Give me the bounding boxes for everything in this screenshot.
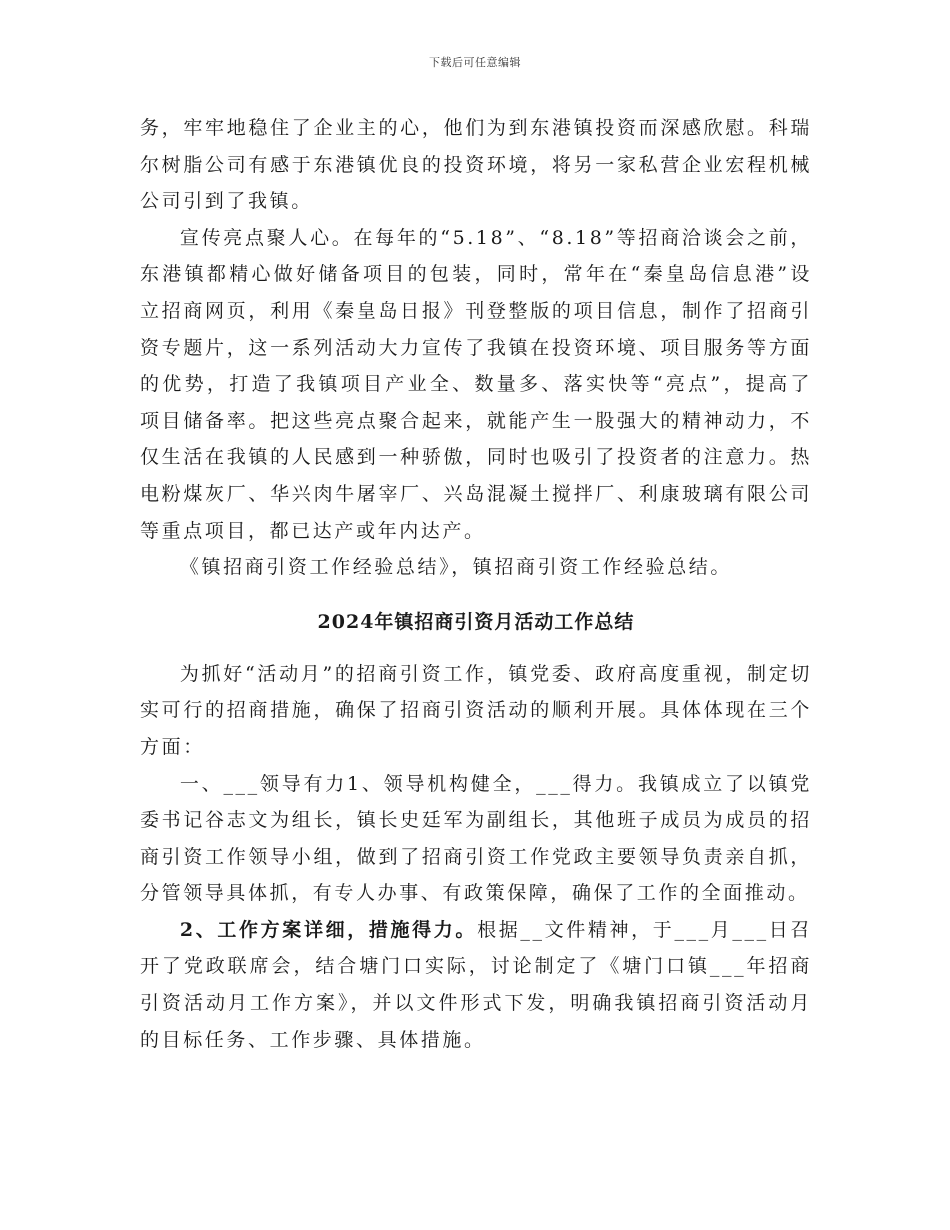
paragraph-continuation: 务，牢牢地稳住了企业主的心，他们为到东港镇投资而深感欣慰。科瑞尔树脂公司有感于东港镇优良的投资环境，将另一家私营企业宏程机械公司引到了我镇。 [140,117,812,213]
paragraph-summary-reference: 《镇招商引资工作经验总结》，镇招商引资工作经验总结。 [179,556,732,579]
section-title: 2024年镇招商引资月活动工作总结 [317,610,635,633]
document-body [140,110,812,1058]
paragraph-intro: 为抓好“活动月”的招商引资工作，镇党委、政府高度重视，制定切实可行的招商措施，确保了招商引资活动的顺利开展。具体体现在三个方面： [140,662,812,758]
paragraph-work-plan-heading: 2、工作方案详细，措施得力。 [179,918,478,941]
page-header: 下载后可任意编辑 [429,56,521,69]
paragraph-work-plan [140,912,812,1058]
paragraph-leadership: 一、___领导有力1、领导机构健全，___得力。我镇成立了以镇党委书记谷志文为组长，镇长史廷军为副组长，其他班子成员为成员的招商引资工作领导小组，做到了招商引资工作党政主要领导负责亲自抓，分管领导具体抓，有专人办事、有政策保障，确保了工作的全面推动。 [140,772,812,905]
paragraph-publicity: 宣传亮点聚人心。在每年的“5.18”、“8.18”等招商洽谈会之前，东港镇都精心做好储备项目的包装，同时，常年在“秦皇岛信息港”设立招商网页，利用《秦皇岛日报》刊登整版的项目信息，制作了招商引资专题片，这一系列活动大力宣传了我镇在投资环境、项目服务等方面的优势，打造了我镇项目产业全、数量多、落实快等“亮点”，提高了项目储备率。把这些亮点聚合起来，就能产生一股强大的精神动力，不仅生活在我镇的人民感到一种骄傲，同时也吸引了投资者的注意力。热电粉煤灰厂、华兴肉牛屠宰厂、兴岛混凝土搅拌厂、利康玻璃有限公司等重点项目，都已达产或年内达产。 [140,226,812,542]
paragraph-work-plan-text: 根据__文件精神，于___月___日召开了党政联席会，结合塘门口实际，讨论制定了《塘门口镇___年招商引资活动月工作方案》，并以文件形式下发，明确我镇招商引资活动月的目标任务、工作步骤、具体措施。 [140,918,812,1051]
